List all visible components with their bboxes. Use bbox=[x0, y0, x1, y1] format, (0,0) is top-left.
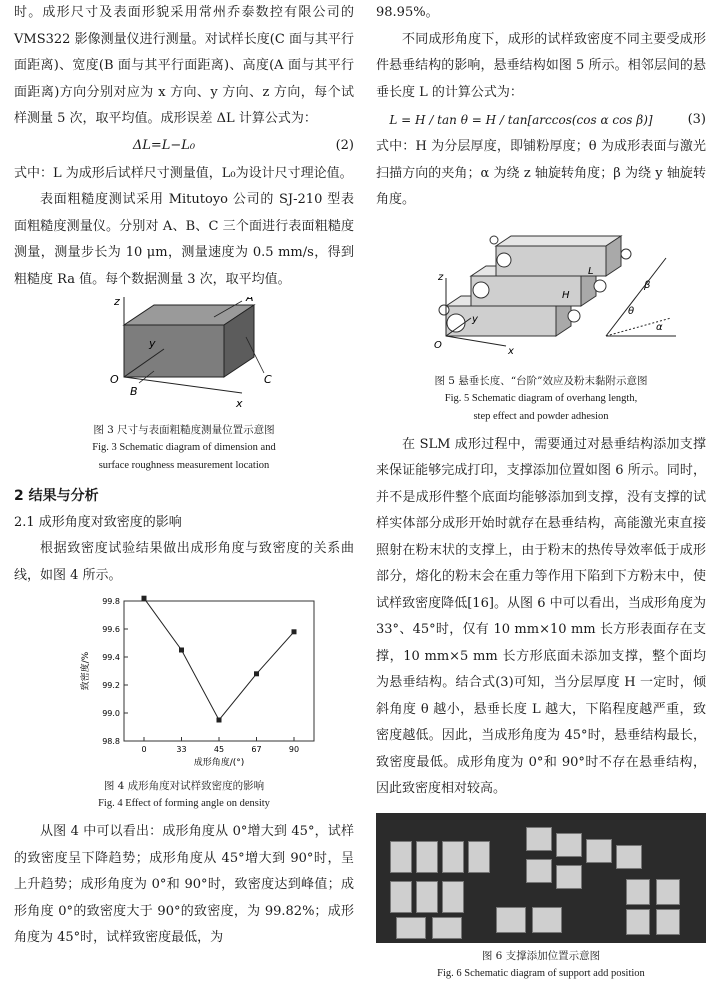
left-paragraph-3: 表面粗糙度测试采用 Mitutoyo 公司的 SJ-210 型表面粗糙度测量仪。分别对 A、B、C 三个面进行表面粗糙度测量，测量步长为 10 μm，测量速度为 0.5 mm/s，得到粗糙度 Ra 值。每个数据测量 3 次，取平均值。 bbox=[14, 192, 354, 287]
sample-part bbox=[656, 909, 680, 935]
right-paragraph-4: 在 SLM 成形过程中，需要通过对悬垂结构添加支撑来保证能够完成打印，支撑添加位置如图 6 所示。同时，并不是成形件整个底面均能够添加到支撑，没有支撑的试样实体部分成形开始时就存在悬垂结构，高能激光束直接照射在粉末状的支撑上，由于粉末的热传导效率低于成形部分，熔化的粉末会在重力等作用下陷到下方粉末中，使试样致密度降低[16]。从图 6 中可以看出，当成形角度为 33°、45°时，仅有 10 mm×10 mm 长方形表面存在支撑，10 mm×5 mm 长方形底面未添加支撑，整个面均为悬垂结构。结合式(3)可知，当分层厚度 H 一定时，倾斜角度 θ 越小，悬垂长度 L 越大，下陷程度越严重，致密度越低。因此，当成形角度为 45°时，悬垂结构最长，致密度最低。成形角度为 0°和 90°时不存在悬垂结构，因此致密度相对较高。 bbox=[376, 436, 706, 796]
figure-5 bbox=[376, 218, 706, 368]
right-paragraph-2: 不同成形角度下，成形的试样致密度不同主要受成形件悬垂结构的影响，悬垂结构如图 5 所示。相邻层间的悬垂长度 L 的计算公式为： bbox=[376, 31, 706, 100]
y-tick-label: 99.0 bbox=[102, 709, 120, 718]
sample-part bbox=[416, 841, 438, 873]
x-tick-label: 90 bbox=[288, 745, 300, 754]
left-paragraph-2: 式中：L 为成形后试样尺寸测量值，L₀为设计尺寸理论值。 bbox=[14, 165, 353, 181]
x-tick-label: 45 bbox=[213, 745, 225, 754]
sample-part bbox=[556, 865, 582, 889]
right-column bbox=[376, 0, 706, 983]
sample-part bbox=[656, 879, 680, 905]
figure-4-caption-en: Fig. 4 Effect of forming angle on density bbox=[98, 798, 270, 809]
figure-4 bbox=[14, 593, 354, 773]
figure-3 bbox=[14, 297, 354, 417]
y-tick-label: 99.6 bbox=[102, 625, 120, 634]
fig3-label-z: z bbox=[114, 297, 120, 308]
sample-part bbox=[586, 839, 612, 863]
y-tick-label: 99.8 bbox=[102, 597, 120, 606]
equation-3-body: L = H / tan θ = H / tan[arccos(cos α cos β)] bbox=[389, 112, 653, 127]
equation-2-body: ΔL=L−L₀ bbox=[132, 138, 196, 154]
figure-6-caption-en: Fig. 6 Schematic diagram of support add position bbox=[437, 967, 645, 979]
sample-part bbox=[396, 917, 426, 939]
data-point bbox=[217, 718, 222, 723]
fig3-label-O: O bbox=[110, 373, 119, 386]
series-line bbox=[144, 598, 294, 720]
section-2-1-heading: 2.1 成形角度对致密度的影响 bbox=[14, 514, 182, 530]
y-tick-label: 99.4 bbox=[102, 653, 120, 662]
y-axis-label: 致密度/% bbox=[81, 651, 91, 691]
sample-part bbox=[390, 841, 412, 873]
right-paragraph-3: 式中：H 为分层厚度，即铺粉厚度；θ 为成形表面与激光扫描方向的夹角；α 为绕 z 轴旋转角度；β 为绕 y 轴旋转角度。 bbox=[376, 139, 706, 207]
fig3-label-C: C bbox=[264, 373, 272, 386]
section-2-heading: 2 结果与分析 bbox=[14, 488, 99, 504]
figure-4-chart bbox=[14, 593, 354, 773]
data-point bbox=[142, 596, 147, 601]
fig5-label-z: z bbox=[438, 271, 444, 283]
sample-part bbox=[526, 827, 552, 851]
figure-5-caption-en-2: step effect and powder adhesion bbox=[473, 410, 609, 422]
fig5-label-H: H bbox=[562, 289, 570, 301]
left-paragraph-1: 时。成形尺寸及表面形貌采用常州乔泰数控有限公司的 VMS322 影像测量仪进行测量。对试样长度(C 面与其平行面距离)、宽度(B 面与其平行面距离)、高度(A 面与其平行面距离)方向分别对应为 x 方向、y 方向、z 方向，每个试样测量 5 次，取平均值。成形误差 ΔL 计算公式为： bbox=[14, 5, 354, 126]
x-tick-label: 67 bbox=[251, 745, 262, 754]
sample-part bbox=[432, 917, 462, 939]
left-paragraph-4: 根据致密度试验结果做出成形角度与致密度的关系曲线，如图 4 所示。 bbox=[14, 541, 354, 583]
fig5-label-L: L bbox=[588, 265, 594, 277]
figure-3-caption-cn: 图 3 尺寸与表面粗糙度测量位置示意图 bbox=[93, 424, 275, 436]
fig5-label-O: O bbox=[434, 339, 442, 351]
x-tick-label: 33 bbox=[176, 745, 187, 754]
sample-part bbox=[442, 841, 464, 873]
fig5-label-alpha: α bbox=[656, 321, 663, 333]
data-point bbox=[254, 671, 259, 676]
sample-part bbox=[626, 909, 650, 935]
sample-part bbox=[526, 859, 552, 883]
figure-3-diagram bbox=[14, 297, 354, 417]
data-point bbox=[179, 648, 184, 653]
fig5-label-y: y bbox=[472, 313, 478, 325]
fig3-label-x: x bbox=[236, 397, 243, 410]
sample-part bbox=[390, 881, 412, 913]
figure-6-photo bbox=[376, 813, 706, 943]
figure-3-caption-en-1: Fig. 3 Schematic diagram of dimension and bbox=[92, 442, 276, 453]
y-tick-label: 99.2 bbox=[102, 681, 120, 690]
right-paragraph-1: 98.95%。 bbox=[376, 5, 439, 20]
x-axis-label: 成形角度/(°) bbox=[193, 758, 245, 768]
figure-5-caption-en-1: Fig. 5 Schematic diagram of overhang length, bbox=[444, 392, 638, 404]
sample-part bbox=[416, 881, 438, 913]
sample-part bbox=[532, 907, 562, 933]
fig5-label-beta: β bbox=[644, 279, 651, 291]
sample-part bbox=[468, 841, 490, 873]
figure-5-diagram bbox=[376, 218, 706, 368]
figure-4-caption-cn: 图 4 成形角度对试样致密度的影响 bbox=[103, 780, 265, 792]
equation-3 bbox=[376, 106, 706, 134]
sample-part bbox=[442, 881, 464, 913]
left-column bbox=[14, 0, 354, 952]
left-paragraph-5: 从图 4 中可以看出：成形角度从 0°增大到 45°，试样的致密度呈下降趋势；成形角度从 45°增大到 90°时，呈上升趋势；成形角度为 0°和 90°时，致密度达到峰值；成形角度 0°的致密度大于 90°的致密度，为 99.82%；成形角度为 45°时，试样致密度最低，为 bbox=[14, 824, 354, 945]
figure-5-caption-cn: 图 5 悬垂长度、“台阶”效应及粉末黏附示意图 bbox=[434, 374, 648, 387]
equation-3-number: (3) bbox=[687, 111, 706, 127]
fig3-label-A: A bbox=[246, 297, 254, 304]
sample-part bbox=[496, 907, 526, 933]
x-tick-label: 0 bbox=[141, 745, 147, 754]
data-point bbox=[292, 629, 297, 634]
sample-part bbox=[556, 833, 582, 857]
equation-2 bbox=[14, 133, 354, 161]
equation-2-number: (2) bbox=[335, 138, 354, 154]
fig3-label-y: y bbox=[149, 337, 156, 350]
sample-part bbox=[616, 845, 642, 869]
y-tick-label: 98.8 bbox=[102, 737, 120, 746]
sample-part bbox=[626, 879, 650, 905]
fig3-label-B: B bbox=[130, 385, 138, 398]
figure-3-caption-en-2: surface roughness measurement location bbox=[98, 460, 270, 471]
figure-6-caption-cn: 图 6 支撑添加位置示意图 bbox=[481, 949, 601, 962]
fig5-label-x: x bbox=[508, 345, 514, 357]
fig5-label-theta: θ bbox=[628, 305, 635, 317]
